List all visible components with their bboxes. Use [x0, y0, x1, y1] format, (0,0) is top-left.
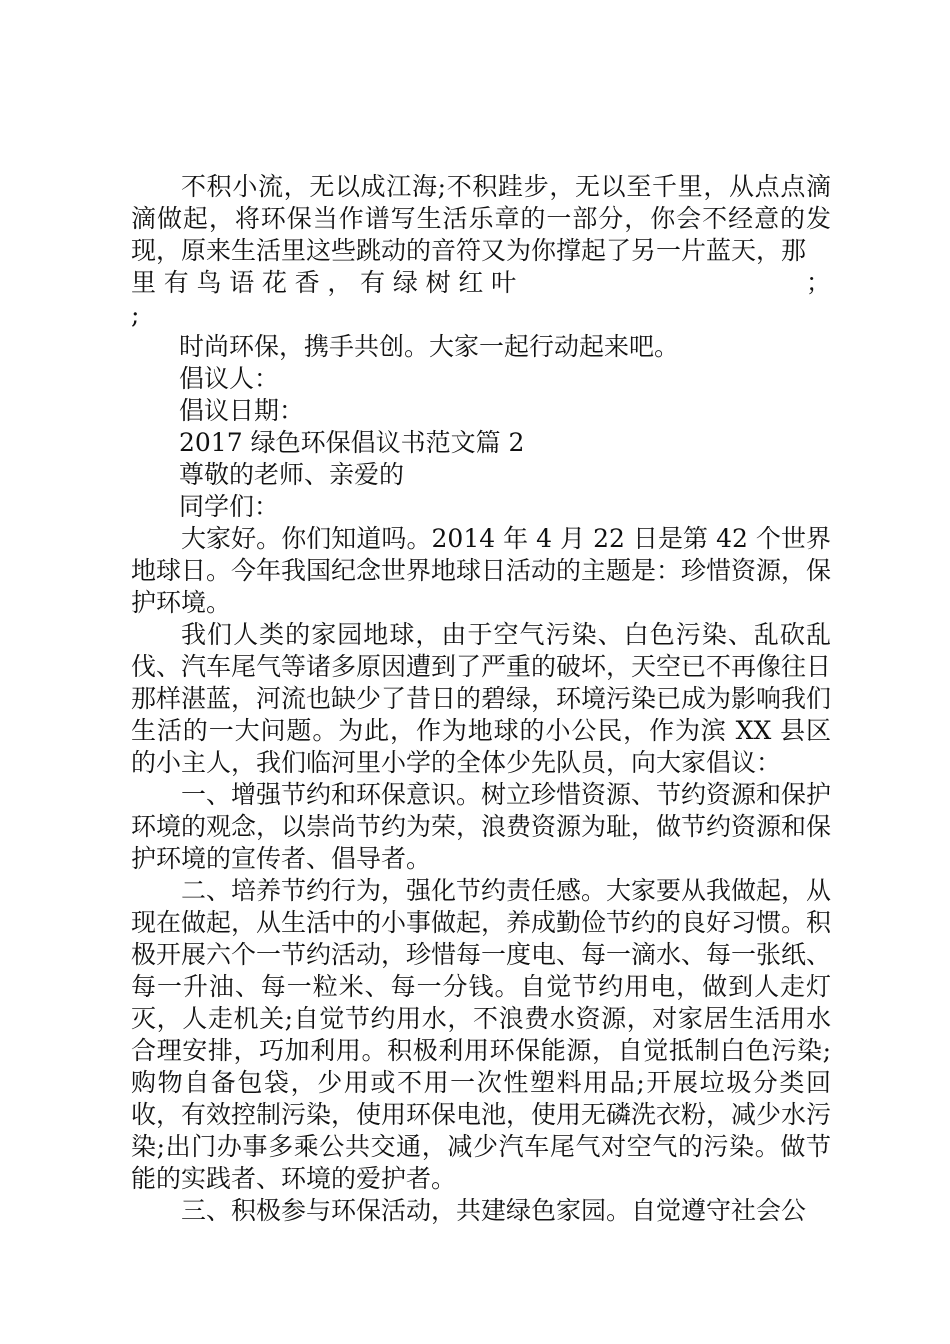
paragraph-pollution: 我们人类的家园地球，由于空气污染、白色污染、乱砍乱伐、汽车尾气等诸多原因遭到了严重的破坏，天空已不再像往日那样湛蓝，河流也缺少了昔日的碧绿，环境污染已成为影响我们生活的一大问题。为此，作为地球的小公民，作为滨 XX 县区的小主人，我们临河里小学的全体少先队员，向大家倡议： [131, 620, 832, 777]
spread-char: 香 [294, 268, 320, 297]
greeting-line-1: 尊敬的老师、亲爱的 [179, 460, 405, 489]
spread-char: 鸟 [196, 268, 222, 297]
paragraph-point-3: 三、积极参与环保活动，共建绿色家园。自觉遵守社会公 [181, 1196, 807, 1225]
document-page [131, 171, 831, 1227]
slogan-line: 时尚环保，携手共创。大家一起行动起来吧。 [179, 332, 680, 361]
paragraph-point-2: 二、培养节约行为，强化节约责任感。大家要从我做起，从现在做起，从生活中的小事做起，养成勤俭节约的良好习惯。积极开展六个一节约活动，珍惜每一度电、每一滴水、每一张纸、每一升油、每一粒米、每一分钱。自觉节约用电，做到人走灯灭，人走机关;自觉节约用水，不浪费水资源，对家居生活用水合理安排，巧加利用。积极利用环保能源，自觉抵制白色污染;购物自备包袋，少用或不用一次性塑料用品;开展垃圾分类回收，有效控制污染，使用环保电池，使用无磷洗衣粉，减少水污染;出门办事多乘公共交通，减少汽车尾气对空气的污染。做节能的实践者、环境的爱护者。 [131, 876, 832, 1193]
paragraph-point-1: 一、增强节约和环保意识。树立珍惜资源、节约资源和保护环境的观念，以崇尚节约为荣，浪费资源为耻，做节约资源和保护环境的宣传者、倡导者。 [131, 780, 832, 873]
section-title: 2017 绿色环保倡议书范文篇 2 [179, 428, 525, 457]
spread-char: 树 [425, 268, 451, 297]
paragraph-intro-spread-line [131, 267, 831, 299]
spread-char: 里 [131, 268, 157, 297]
paragraph-earth-day: 大家好。你们知道吗。2014 年 4 月 22 日是第 42 个世界地球日。今年我国纪念世界地球日活动的主题是：珍惜资源，保护环境。 [131, 524, 832, 617]
spread-char: 有 [360, 268, 386, 297]
spread-char: 花 [261, 268, 287, 297]
stray-semicolon: ; [131, 300, 140, 329]
proposer-label: 倡议人： [179, 364, 280, 393]
paragraph-intro: 不积小流，无以成江海;不积跬步，无以至千里，从点点滴滴做起，将环保当作谱写生活乐章的一部分，你会不经意的发现，原来生活里这些跳动的音符又为你撑起了另一片蓝天，那 [131, 172, 831, 265]
spread-char: 红 [458, 268, 484, 297]
greeting-line-2: 同学们： [179, 492, 280, 521]
spread-char: 叶 [491, 268, 517, 297]
spread-char: 有 [163, 268, 189, 297]
date-label: 倡议日期： [179, 396, 305, 425]
spread-char: 语 [229, 268, 255, 297]
spread-semicolon: ； [805, 268, 831, 297]
spread-char: ， [327, 268, 353, 297]
spread-char: 绿 [392, 268, 418, 297]
